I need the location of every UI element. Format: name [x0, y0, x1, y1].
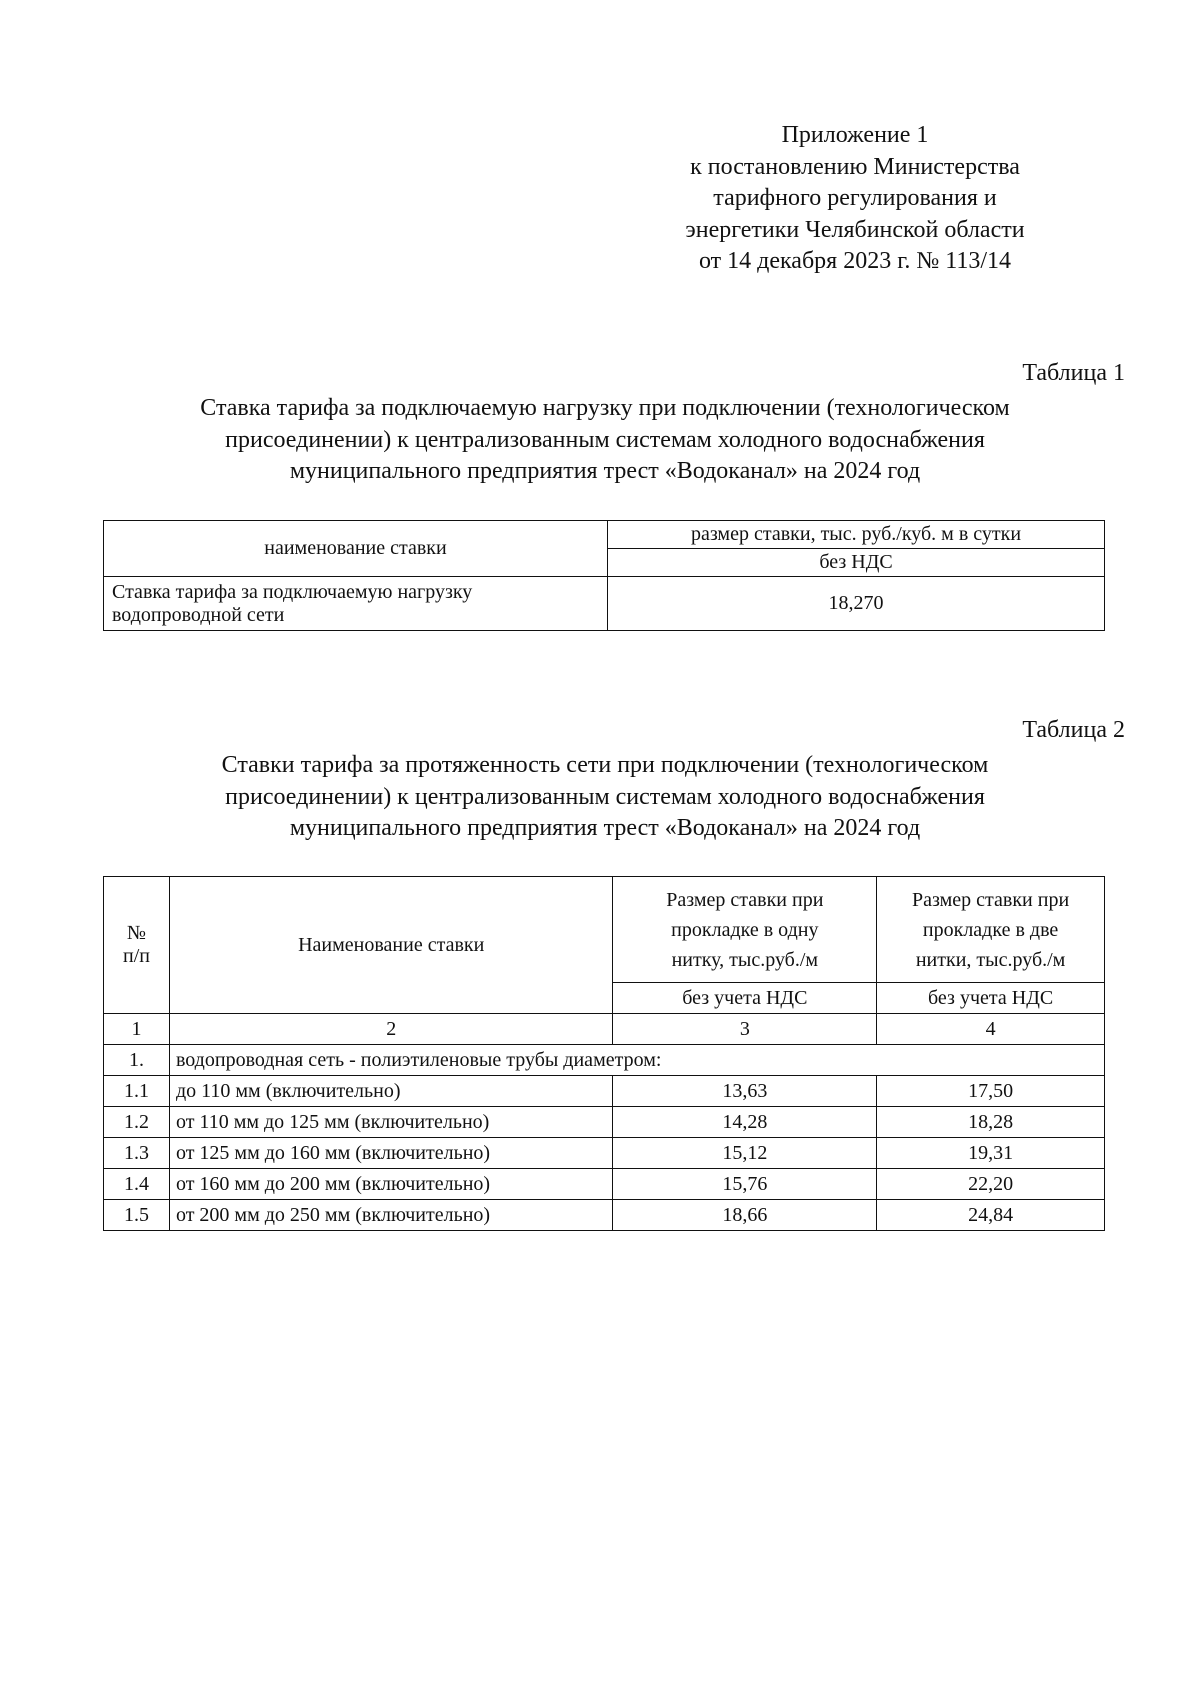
table1-title	[105, 393, 1105, 488]
header-name: Наименование ставки	[169, 877, 613, 1014]
title-line: присоединении) к централизованным системам холодного водоснабжения	[225, 783, 985, 810]
row-one-thread: 15,76	[613, 1169, 877, 1200]
col-number: 3	[613, 1014, 877, 1045]
title-line: присоединении) к централизованным системам холодного водоснабжения	[225, 426, 985, 453]
row-name-line: водопроводной сети	[112, 603, 285, 626]
table-row	[104, 1107, 1105, 1138]
row-num: 1.4	[104, 1169, 170, 1200]
appendix-line: от 14 декабря 2023 г. № 113/14	[698, 248, 1012, 274]
row-name: от 160 мм до 200 мм (включительно)	[169, 1169, 613, 1200]
table-row	[104, 1169, 1105, 1200]
table2-title	[105, 750, 1105, 845]
title-line: Ставка тарифа за подключаемую нагрузку при подключении (технологическом	[200, 395, 1010, 421]
appendix-line: тарифного регулирования и	[713, 185, 997, 211]
header-one-thread	[613, 877, 877, 983]
row-name: от 125 мм до 160 мм (включительно)	[169, 1138, 613, 1169]
header-line: Размер ставки при	[666, 888, 824, 911]
row-num: 1.3	[104, 1138, 170, 1169]
title-line: муниципального предприятия трест «Водоканал» на 2024 год	[289, 815, 921, 841]
title-line: Ставки тарифа за протяженность сети при подключении (технологическом	[221, 752, 989, 778]
row-name-line: Ставка тарифа за подключаемую нагрузку	[112, 580, 473, 603]
appendix-line: Приложение 1	[781, 122, 929, 148]
row-num: 1.5	[104, 1200, 170, 1231]
row-name	[104, 577, 608, 631]
row-one-thread: 18,66	[613, 1200, 877, 1231]
col-number: 4	[877, 1014, 1105, 1045]
header-two-threads	[877, 877, 1105, 983]
row-two-threads: 17,50	[877, 1076, 1105, 1107]
col-number: 1	[104, 1014, 170, 1045]
row-two-threads: 22,20	[877, 1169, 1105, 1200]
row-name: до 110 мм (включительно)	[169, 1076, 613, 1107]
header-size: размер ставки, тыс. руб./куб. м в сутки	[608, 521, 1105, 549]
table2-label: Таблица 2	[1022, 717, 1125, 743]
table-row	[104, 1138, 1105, 1169]
title-line: муниципального предприятия трест «Водоканал» на 2024 год	[289, 458, 921, 484]
appendix-header	[620, 120, 1090, 278]
section-name: водопроводная сеть - полиэтиленовые трубы диаметром:	[169, 1045, 1104, 1076]
appendix-line: энергетики Челябинской области	[685, 216, 1025, 243]
row-two-threads: 18,28	[877, 1107, 1105, 1138]
header-vat-two: без учета НДС	[877, 983, 1105, 1014]
header-line: прокладке в две	[922, 918, 1059, 941]
row-two-threads: 24,84	[877, 1200, 1105, 1231]
header-line: нитку, тыс.руб./м	[671, 948, 819, 971]
section-num: 1.	[104, 1045, 170, 1076]
col-number: 2	[169, 1014, 613, 1045]
row-name: от 200 мм до 250 мм (включительно)	[169, 1200, 613, 1231]
header-num-line: п/п	[122, 945, 150, 967]
row-two-threads: 19,31	[877, 1138, 1105, 1169]
row-one-thread: 13,63	[613, 1076, 877, 1107]
header-line: прокладке в одну	[671, 918, 819, 941]
header-num	[104, 877, 170, 1014]
header-line: нитки, тыс.руб./м	[915, 948, 1066, 971]
row-one-thread: 14,28	[613, 1107, 877, 1138]
header-name: наименование ставки	[104, 521, 608, 577]
row-value: 18,270	[608, 577, 1105, 631]
header-line: Размер ставки при	[912, 888, 1070, 911]
header-vat-one: без учета НДС	[613, 983, 877, 1014]
row-num: 1.1	[104, 1076, 170, 1107]
header-num-line: №	[126, 922, 147, 944]
appendix-line: к постановлению Министерства	[690, 153, 1020, 180]
tariff-load-table	[103, 520, 1105, 631]
row-num: 1.2	[104, 1107, 170, 1138]
table-row	[104, 1076, 1105, 1107]
row-name: от 110 мм до 125 мм (включительно)	[169, 1107, 613, 1138]
table1-label: Таблица 1	[1022, 360, 1125, 386]
table-row	[104, 1200, 1105, 1231]
header-vat: без НДС	[608, 549, 1105, 577]
tariff-length-table	[103, 876, 1105, 1231]
row-one-thread: 15,12	[613, 1138, 877, 1169]
